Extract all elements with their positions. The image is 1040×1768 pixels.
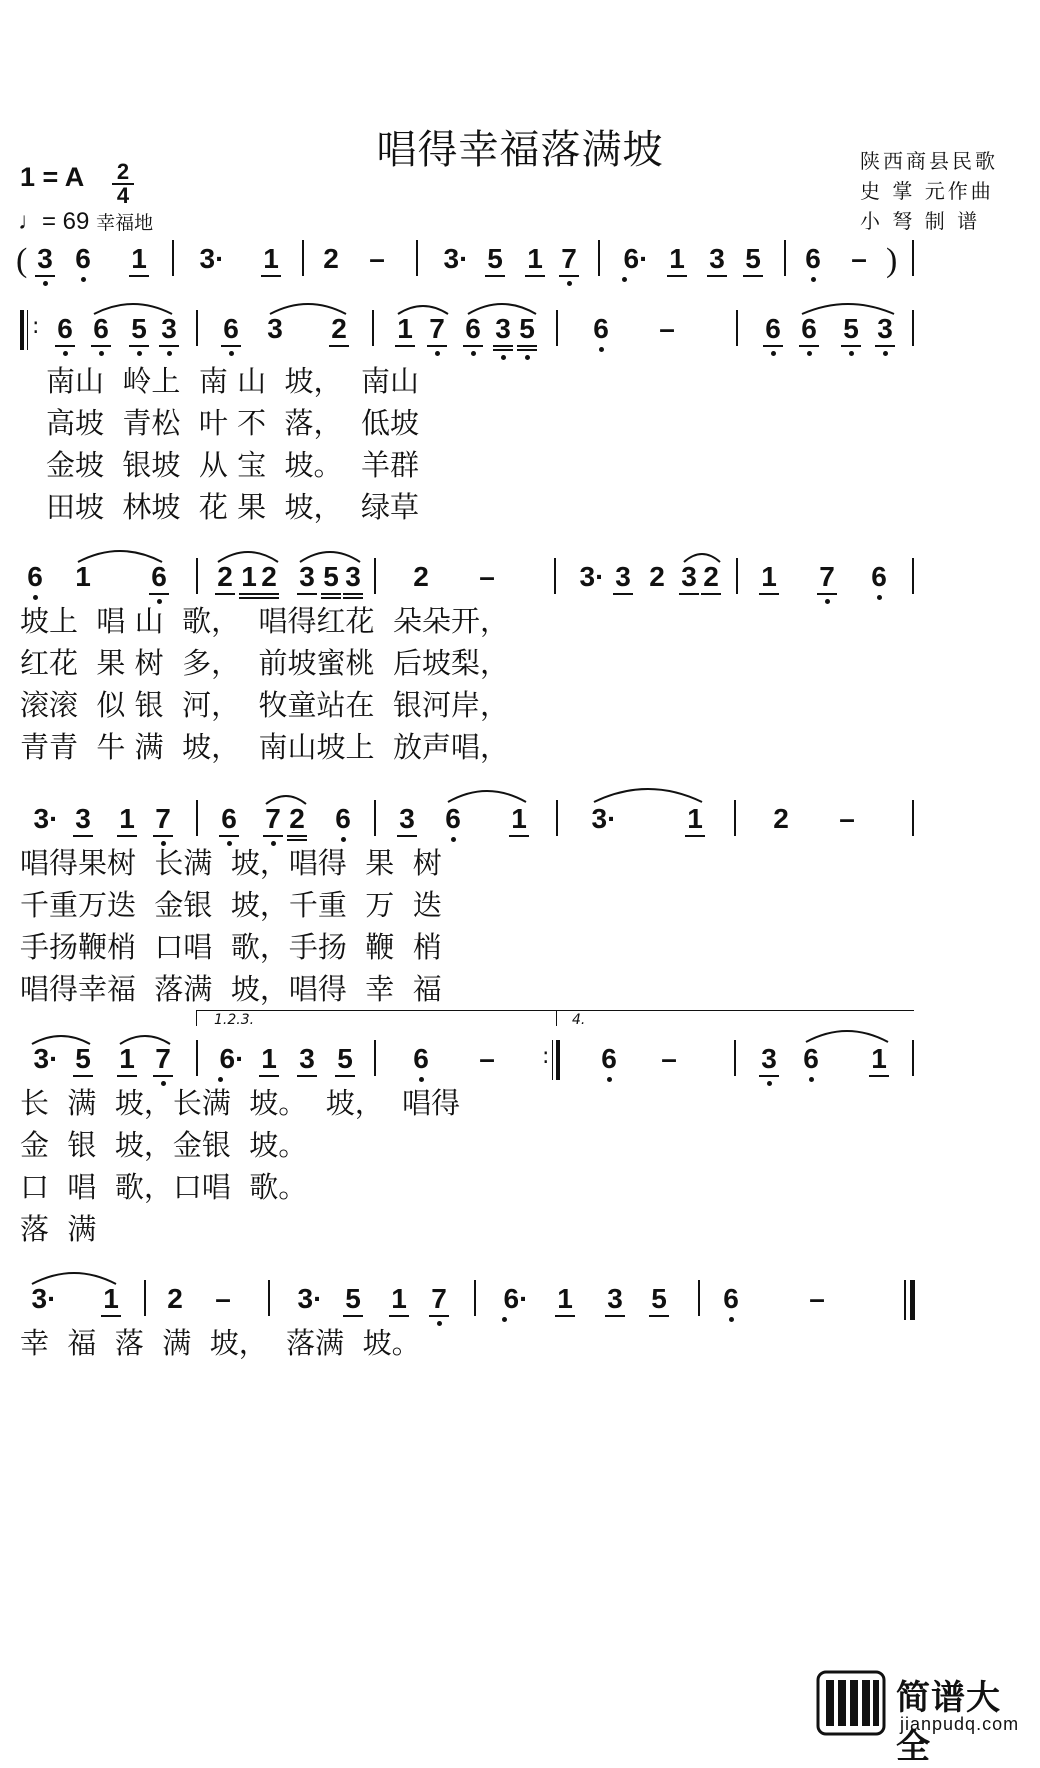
- slur: [30, 1266, 118, 1286]
- melody-note: 1: [866, 1044, 892, 1074]
- barline: [554, 558, 556, 594]
- melody-note: 6: [216, 804, 242, 834]
- slur: [466, 298, 538, 316]
- intro-note: –: [369, 243, 385, 274]
- intro-note: 1: [258, 244, 284, 274]
- melody-note: 3·: [33, 1043, 59, 1074]
- melody-note: 7: [150, 1044, 176, 1074]
- volta-2-hook: [556, 1010, 557, 1026]
- intro-note: –: [851, 243, 867, 274]
- melody-note: –: [839, 803, 855, 834]
- slur: [800, 298, 896, 316]
- volta-1-label: 1.2.3.: [214, 1012, 255, 1028]
- melody-note: 1: [236, 562, 262, 592]
- repeat-barline: [27, 310, 28, 350]
- lyric-verse-3: 金坡 银坡 从 宝 坡。 羊群: [46, 448, 419, 482]
- barline: [912, 558, 914, 594]
- melody-note: 1: [256, 1044, 282, 1074]
- close-paren: ): [886, 242, 898, 279]
- barline: [912, 800, 914, 836]
- barline: [172, 240, 174, 276]
- melody-note: 7: [260, 804, 286, 834]
- slur: [298, 546, 362, 564]
- open-paren: (: [16, 242, 28, 279]
- melody-note: –: [479, 1043, 495, 1074]
- lyric-verse-2: 红花 果 树 多， 前坡蜜桃 后坡梨，: [20, 646, 509, 680]
- melody-note: 5: [126, 314, 152, 344]
- credit-arranger: 小 弩 制 谱: [860, 209, 981, 233]
- melody-note: 6·: [496, 1284, 536, 1314]
- melody-note: 1: [114, 804, 140, 834]
- time-signature-bottom: 4: [116, 183, 130, 208]
- melody-note: 3: [340, 562, 366, 592]
- slur: [682, 548, 722, 564]
- barline: [734, 800, 736, 836]
- lyric-verse-2: 金 银 坡，金银 坡。: [20, 1128, 308, 1162]
- melody-note: 5: [646, 1284, 672, 1314]
- melody-note: –: [215, 1283, 231, 1314]
- barline: [912, 1040, 914, 1076]
- intro-note: 3·: [199, 243, 225, 274]
- melody-note: 6: [88, 314, 114, 344]
- melody-note: 6: [440, 804, 466, 834]
- lyric-verse-2: 高坡 青松 叶 不 落， 低坡: [46, 406, 419, 440]
- volta-2-line: [556, 1010, 914, 1011]
- barline: [556, 800, 558, 836]
- barline: [144, 1280, 146, 1316]
- melody-note: 2: [256, 562, 282, 592]
- final-barline: [904, 1280, 906, 1320]
- barline: [736, 310, 738, 346]
- lyric-verse-4: 田坡 林坡 花 果 坡， 绿草: [46, 490, 419, 524]
- melody-note: 3: [872, 314, 898, 344]
- melody-note: 2: [649, 561, 665, 592]
- barline: [474, 1280, 476, 1316]
- credit-origin: 陕西商县民歌: [860, 149, 998, 173]
- melody-note: 1: [98, 1284, 124, 1314]
- barline: [374, 558, 376, 594]
- tempo-marking: [18, 208, 153, 236]
- barline: [416, 240, 418, 276]
- melody-note: 3: [394, 804, 420, 834]
- melody-note: 5: [70, 1044, 96, 1074]
- melody-note: 6: [760, 314, 786, 344]
- barline: [268, 1280, 270, 1316]
- melody-note: 2: [773, 803, 789, 834]
- melody-note: 5: [332, 1044, 358, 1074]
- intro-note: 3: [32, 244, 58, 274]
- melody-note: 3: [156, 314, 182, 344]
- time-signature-top: 2: [116, 159, 130, 184]
- barline: [196, 1040, 198, 1076]
- barline: [372, 310, 374, 346]
- intro-note: 6: [70, 244, 96, 274]
- melody-note: 7: [424, 314, 450, 344]
- melody-note: 3: [70, 804, 96, 834]
- lyric-verse-4: 唱得幸福 落满 坡，唱得 幸 福: [20, 972, 442, 1006]
- melody-note: 2: [284, 804, 310, 834]
- barline: [698, 1280, 700, 1316]
- slur: [118, 1030, 172, 1046]
- barline: [734, 1040, 736, 1076]
- slur: [804, 1024, 890, 1044]
- melody-note: 6·: [212, 1044, 252, 1074]
- melody-note: 6: [22, 562, 48, 592]
- melody-note: 7: [426, 1284, 452, 1314]
- lyric-verse-1: 坡上 唱 山 歌， 唱得红花 朵朵开，: [20, 604, 509, 638]
- intro-note: 7: [556, 244, 582, 274]
- melody-note: 1: [756, 562, 782, 592]
- barline: [302, 240, 304, 276]
- slur: [30, 1030, 92, 1046]
- intro-note: 1: [522, 244, 548, 274]
- slur: [92, 298, 174, 316]
- melody-note: 6: [866, 562, 892, 592]
- melody-note: 5: [838, 314, 864, 344]
- melody-note: 1: [506, 804, 532, 834]
- lyric-verse-1: 唱得果树 长满 坡，唱得 果 树: [20, 846, 442, 880]
- repeat-barline: [552, 1040, 553, 1080]
- credits: [860, 146, 998, 236]
- lyric-verse-4: 落 满: [20, 1212, 97, 1246]
- repeat-barline: [20, 310, 24, 350]
- melody-note: –: [661, 1043, 677, 1074]
- melody-note: 3·: [591, 803, 617, 834]
- melody-note: 6: [146, 562, 172, 592]
- melody-note: 3: [756, 1044, 782, 1074]
- slur: [446, 784, 528, 804]
- volta-1-line: [196, 1010, 556, 1011]
- melody-note: 3: [294, 562, 320, 592]
- lyric-verse-3: 手扬鞭梢 口唱 歌，手扬 鞭 梢: [20, 930, 442, 964]
- final-barline: [910, 1280, 915, 1320]
- barline: [374, 1040, 376, 1076]
- logo-url-text: jianpudq.com: [900, 1714, 1020, 1734]
- melody-note: 6: [460, 314, 486, 344]
- tempo-value: = 69: [42, 208, 90, 235]
- melody-note: 3: [490, 314, 516, 344]
- slur: [76, 544, 164, 564]
- melody-note: 5: [340, 1284, 366, 1314]
- quarter-note-icon: ♩: [18, 208, 42, 235]
- barline: [374, 800, 376, 836]
- barline: [912, 310, 914, 346]
- melody-note: 6: [408, 1044, 434, 1074]
- lyric-verse-3: 滚滚 似 银 河， 牧童站在 银河岸，: [20, 688, 509, 722]
- intro-note: 3: [704, 244, 730, 274]
- melody-note: 6: [588, 314, 614, 344]
- piano-keys-icon: [816, 1670, 886, 1736]
- lyric-verse-4: 青青 牛 满 坡， 南山坡上 放声唱，: [20, 730, 509, 764]
- barline: [196, 800, 198, 836]
- melody-note: 6: [596, 1044, 622, 1074]
- melody-note: 3: [610, 562, 636, 592]
- melody-note: 1: [552, 1284, 578, 1314]
- barline: [736, 558, 738, 594]
- slur: [216, 546, 280, 564]
- repeat-barline: [556, 1040, 560, 1080]
- barline: [196, 310, 198, 346]
- melody-note: 6: [718, 1284, 744, 1314]
- intro-note: 5: [482, 244, 508, 274]
- melody-note: 6: [798, 1044, 824, 1074]
- intro-note: 1: [664, 244, 690, 274]
- melody-note: 1: [114, 1044, 140, 1074]
- melody-note: 5: [514, 314, 540, 344]
- barline: [196, 558, 198, 594]
- melody-note: –: [479, 561, 495, 592]
- melody-note: 2: [212, 562, 238, 592]
- lyric-verse-3: 口 唱 歌，口唱 歌。: [20, 1170, 308, 1204]
- barline: [784, 240, 786, 276]
- intro-note: 6: [800, 244, 826, 274]
- melody-note: 3·: [297, 1283, 323, 1314]
- logo-brand-text: 简谱大全: [896, 1678, 1001, 1767]
- lyric-verse-1: 幸 福 落 满 坡， 落满 坡。: [20, 1326, 421, 1360]
- volta-2-label: 4.: [572, 1012, 586, 1028]
- repeat-dots: :: [32, 314, 40, 339]
- melody-note: 7: [150, 804, 176, 834]
- slur: [268, 298, 348, 316]
- melody-note: 6: [52, 314, 78, 344]
- key-signature: 1 = A: [20, 162, 85, 192]
- slur: [396, 300, 450, 316]
- page-title: 唱得幸福落满坡: [376, 127, 664, 173]
- melody-note: 3·: [31, 1283, 57, 1314]
- staff-intro: [0, 236, 1040, 296]
- credit-composer: 史 掌 元作曲: [860, 179, 994, 203]
- barline: [556, 310, 558, 346]
- melody-note: 2: [698, 562, 724, 592]
- melody-note: 1: [386, 1284, 412, 1314]
- intro-note: 1: [126, 244, 152, 274]
- slur: [264, 790, 308, 806]
- melody-note: 2: [167, 1283, 183, 1314]
- slur: [592, 782, 704, 804]
- intro-note: 3·: [443, 243, 469, 274]
- lyric-verse-2: 千重万迭 金银 坡，千重 万 迭: [20, 888, 442, 922]
- melody-note: 7: [814, 562, 840, 592]
- time-signature: [112, 159, 134, 208]
- melody-note: 3: [267, 313, 283, 344]
- melody-note: 5: [318, 562, 344, 592]
- melody-note: 1: [682, 804, 708, 834]
- intro-note: 5: [740, 244, 766, 274]
- melody-note: 3: [294, 1044, 320, 1074]
- melody-note: 3: [676, 562, 702, 592]
- melody-note: 6: [218, 314, 244, 344]
- melody-note: –: [659, 313, 675, 344]
- barline: [912, 240, 914, 276]
- repeat-dots: :: [542, 1044, 550, 1069]
- lyric-verse-1: 南山 岭上 南 山 坡， 南山: [46, 364, 419, 398]
- melody-note: –: [809, 1283, 825, 1314]
- melody-note: 1: [75, 561, 91, 592]
- melody-note: 2: [413, 561, 429, 592]
- melody-note: 3·: [33, 803, 59, 834]
- melody-note: 3: [602, 1284, 628, 1314]
- melody-note: 3·: [579, 561, 605, 592]
- site-logo: [816, 1670, 1026, 1767]
- melody-note: 2: [326, 314, 352, 344]
- melody-note: 6: [796, 314, 822, 344]
- staff-row-1: [0, 306, 1040, 366]
- volta-1-hook: [196, 1010, 197, 1026]
- lyric-verse-1: 长 满 坡，长满 坡。 坡， 唱得: [20, 1086, 461, 1120]
- intro-note: 6·: [616, 244, 656, 274]
- melody-note: 1: [392, 314, 418, 344]
- melody-note: 6: [330, 804, 356, 834]
- intro-note: 2: [323, 243, 339, 274]
- tempo-expression: 幸福地: [96, 213, 154, 234]
- barline: [598, 240, 600, 276]
